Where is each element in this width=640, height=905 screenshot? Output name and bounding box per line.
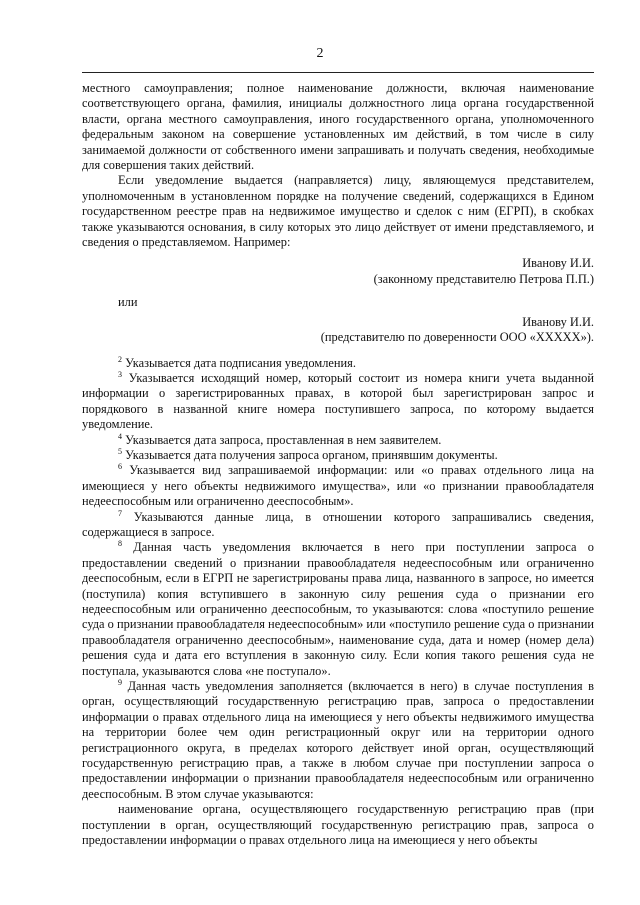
- footnote-mark: 6: [118, 462, 122, 472]
- footnote-text: Указываются данные лица, в отношении которого запрашивались сведения, содержащиеся в запросе.: [82, 509, 594, 539]
- footnote-mark: 2: [118, 354, 122, 364]
- footnote-text: Указывается исходящий номер, который состоит из номера книги учета выданной информации о зарегистрированных правах, в которой был зарегистрирован запрос и порядкового в названной книге номера поступившего запроса, по которому выдается уведомление.: [82, 370, 594, 432]
- footnote-8: [82, 540, 594, 679]
- page-number: 2: [316, 46, 324, 61]
- footnote-4: [82, 433, 594, 448]
- footnote-mark: 7: [118, 508, 122, 518]
- footnote-9: [82, 679, 594, 802]
- example-name-1: Иванову И.И.: [522, 256, 594, 271]
- example-or: или: [118, 295, 138, 310]
- example-basis-1: (законному представителю Петрова П.П.): [373, 271, 594, 286]
- footnote-text: Указывается дата запроса, проставленная в нем заявителем.: [125, 432, 442, 447]
- paragraph-representative: Если уведомление выдается (направляется) лицу, являющемуся представителем, уполномоченным в установленном порядке на получение сведений, содержащихся в Едином государственном реестре прав на недвижимое имущество и сделок с ним (ЕГРП), в скобках также указываются основания, в силу которых это лицо действует от имени представляемого, и сведения о представляемом. Например:: [82, 173, 594, 250]
- example-name-2: Иванову И.И.: [522, 314, 594, 329]
- footnote-mark: 8: [118, 539, 122, 549]
- paragraph-authority-name: наименование органа, осуществляющего государственную регистрацию прав (при поступлении в орган, осуществляющий государственную регистрацию прав, запроса о предоставлении информации о правах отдельного лица на имеющиеся у него объекты: [82, 802, 594, 848]
- footnote-7: [82, 510, 594, 541]
- footnote-text: Данная часть уведомления включается в него при поступлении запроса о предоставлении сведений о признании правообладателя недееспособным или ограниченно дееспособным, если в ЕГРП не зарегистрированы права лица, названного в запросе, но имеется (поступила) копия вступившего в законную силу решения суда о признании его недееспособным или ограниченно дееспособным, то указываются: слова «поступило решение суда о признании правообладателя недееспособным» или «поступило решение суда о признании правообладателя ограниченно дееспособным», наименование суда, дата и номер (номер дела) решения суда и дата его вступления в законную силу. Если копия такого решения суда не поступала, указываются слова «не поступало».: [82, 540, 594, 678]
- footnote-text: Указывается дата получения запроса органом, принявшим документы.: [125, 447, 498, 462]
- document-body: [82, 81, 594, 849]
- header-rule: [82, 72, 594, 73]
- footnote-mark: 9: [118, 677, 122, 687]
- footnote-3: [82, 371, 594, 433]
- footnote-text: Указывается дата подписания уведомления.: [125, 355, 356, 370]
- paragraph-continued: местного самоуправления; полное наименование должности, включая наименование соответствующего органа, фамилия, инициалы должностного лица органа государственной власти, органа местного самоуправления, иного государственного органа, уполномоченного федеральным законом на совершение установленных им действий, в том числе в силу занимаемой должности от собственного имени запрашивать и получать сведения, необходимые для совершения таких действий.: [82, 81, 594, 173]
- footnote-5: [82, 448, 594, 463]
- footnote-text: Указывается вид запрашиваемой информации: или «о правах отдельного лица на имеющиеся у него объекты недвижимого имущества», или «о признании правообладателя недееспособным или ограниченно дееспособным».: [82, 463, 594, 509]
- footnote-mark: 3: [118, 369, 122, 379]
- footnote-mark: 5: [118, 446, 122, 456]
- footnote-text: Данная часть уведомления заполняется (включается в него) в случае поступления в орган, осуществляющий государственную регистрацию прав, запроса о предоставлении информации о правах отдельного лица на имеющиеся у него объекты недвижимого имущества на территории более чем один регистрационный округ или на территории одного регистрационного округа, в пределах которого действует иной орган, осуществляющий государственную регистрацию прав, а также в любом случае при поступлении запроса о предоставлении информации о признании правообладателя недееспособным или ограниченно дееспособным. В этом случае указываются:: [82, 679, 594, 801]
- example-basis-2: (представителю по доверенности ООО «XXXXX»).: [320, 330, 594, 345]
- footnote-6: [82, 463, 594, 509]
- footnote-2: [82, 356, 594, 371]
- footnote-mark: 4: [118, 431, 122, 441]
